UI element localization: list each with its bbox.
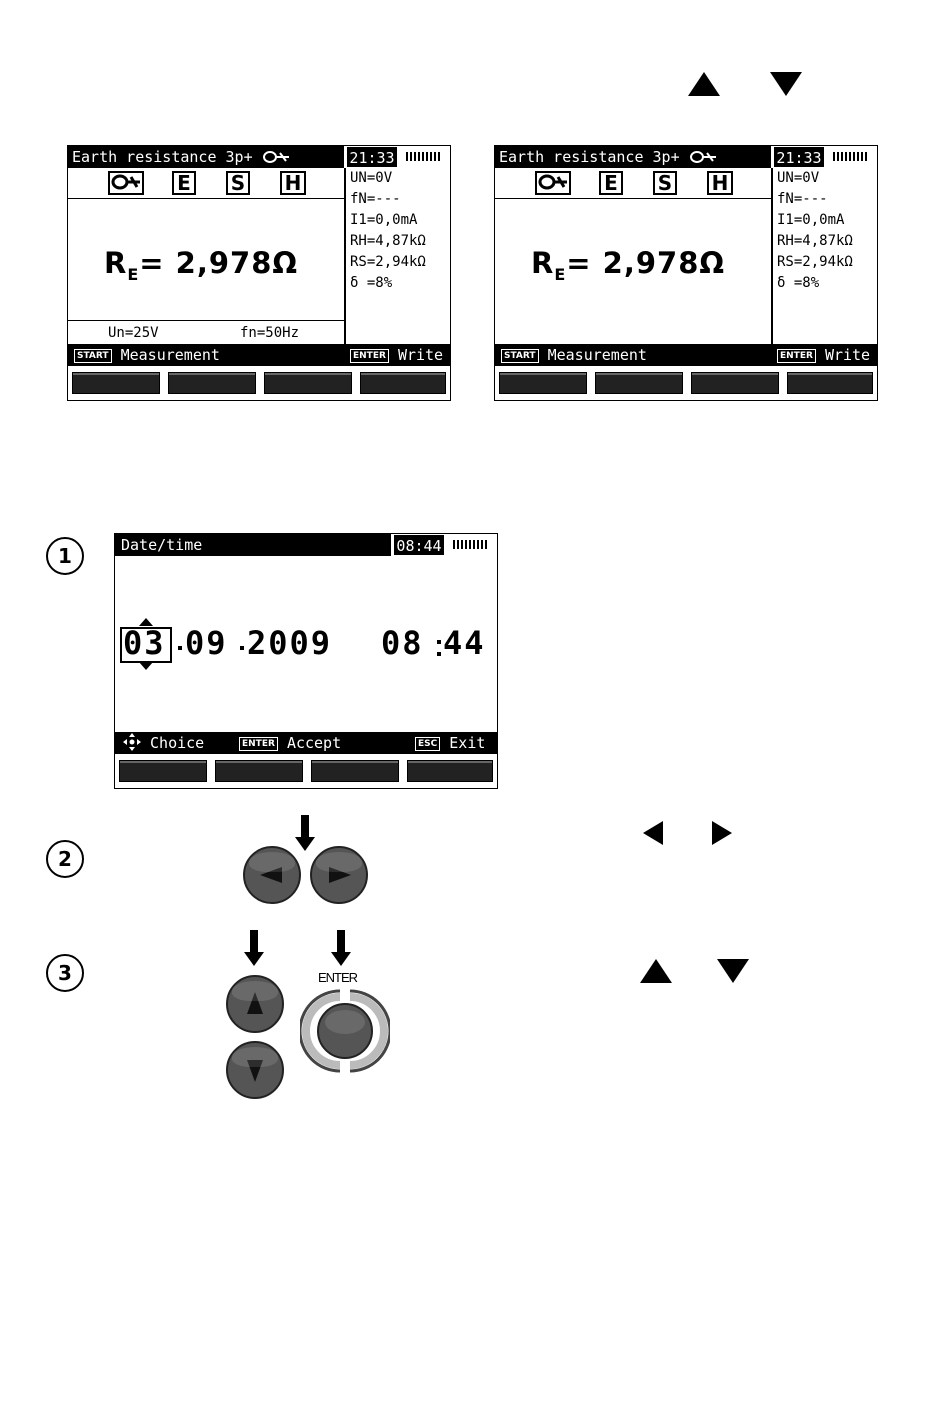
softkey-row	[495, 366, 877, 400]
reading-fn: fN=---	[350, 191, 401, 207]
month-field[interactable]: 09	[185, 624, 228, 662]
enter-key-label: ENTER	[318, 970, 358, 985]
earth-resistance-result: $R_E= 2,978\Omega$	[531, 246, 726, 284]
time-separator-bottom	[437, 652, 441, 656]
right-arrow-button[interactable]	[310, 846, 368, 904]
step-1-badge: 1	[46, 537, 84, 575]
down-arrow-icon	[770, 72, 802, 96]
screen-title: Date/time	[115, 534, 391, 556]
enter-key-icon: ENTER	[350, 349, 389, 363]
clamp-icon	[262, 150, 290, 164]
date-separator	[240, 646, 244, 650]
measurement-label: Measurement	[120, 346, 220, 364]
reading-delta: δ =8%	[350, 275, 393, 291]
up-arrow-button[interactable]	[226, 975, 284, 1033]
softkey-4[interactable]	[407, 760, 493, 782]
softkey-1[interactable]	[499, 372, 587, 394]
earth-resistance-screen-2	[494, 145, 878, 401]
result-area	[68, 198, 344, 320]
nominal-frequency: fn=50Hz	[240, 325, 300, 341]
down-arrow-icon	[228, 1043, 282, 1097]
softkey-4[interactable]	[787, 372, 873, 394]
step-3-badge: 3	[46, 954, 84, 992]
reading-i1: I1=0,0mA	[350, 212, 418, 228]
year-field[interactable]: 2009	[247, 624, 333, 662]
measurement-label: Measurement	[547, 346, 647, 364]
mode-icon-row	[68, 168, 344, 199]
mode-icon-row	[495, 168, 771, 199]
accept-label: Accept	[286, 734, 342, 752]
mode-e: E	[599, 171, 623, 195]
reading-rh: RH=4,87kΩ	[350, 233, 426, 249]
softkey-3[interactable]	[311, 760, 399, 782]
softkey-2[interactable]	[595, 372, 683, 394]
press-indicator-arrow	[337, 930, 345, 954]
write-label: Write	[397, 346, 444, 364]
up-arrow-icon	[688, 72, 720, 96]
mode-s: S	[653, 171, 677, 195]
reading-un: UN=0V	[350, 170, 393, 186]
hour-field[interactable]: 08	[381, 624, 424, 662]
datetime-screen	[114, 533, 498, 789]
side-readings	[771, 168, 877, 344]
screen-title: Earth resistance 3p+	[495, 146, 771, 168]
step-2-badge: 2	[46, 840, 84, 878]
battery-icon	[402, 150, 444, 163]
enter-key-icon: ENTER	[239, 737, 278, 751]
clock: 21:33	[773, 146, 825, 168]
adjust-down-icon	[139, 662, 153, 670]
down-arrow-hint-icon	[717, 959, 749, 983]
softkey-2[interactable]	[215, 760, 303, 782]
day-field[interactable]: 03	[123, 624, 166, 662]
mode-h: H	[280, 171, 306, 195]
softkey-1[interactable]	[119, 760, 207, 782]
result-area	[495, 198, 771, 344]
mode-e: E	[172, 171, 196, 195]
side-readings	[344, 168, 450, 344]
left-arrow-button[interactable]	[243, 846, 301, 904]
reading-fn: fN=---	[777, 191, 828, 207]
battery-icon	[449, 538, 491, 551]
reading-rs: RS=2,94kΩ	[350, 254, 426, 270]
time-separator-top	[437, 640, 441, 644]
left-arrow-icon	[245, 848, 299, 902]
softkey-row	[115, 754, 497, 788]
press-indicator-arrow	[250, 930, 258, 954]
reading-un: UN=0V	[777, 170, 820, 186]
start-key-icon: START	[74, 349, 112, 363]
choice-label: Choice	[150, 734, 205, 752]
up-arrow-icon	[228, 977, 282, 1031]
minute-field[interactable]: 44	[443, 624, 486, 662]
earth-resistance-screen-1	[67, 145, 451, 401]
earth-resistance-result: $R_E= 2,978\Omega$	[104, 246, 299, 284]
nominal-voltage: Un=25V	[108, 325, 159, 341]
softkey-3[interactable]	[691, 372, 779, 394]
clock: 21:33	[346, 146, 398, 168]
clamp-mode-icon	[108, 171, 144, 195]
date-separator	[178, 646, 182, 650]
right-arrow-icon	[312, 848, 366, 902]
esc-key-icon: ESC	[415, 737, 440, 751]
softkey-row	[68, 366, 450, 400]
softkey-3[interactable]	[264, 372, 352, 394]
softkey-4[interactable]	[360, 372, 446, 394]
left-arrow-hint-icon	[643, 821, 663, 845]
screen-title: Earth resistance 3p+	[68, 146, 344, 168]
reading-delta: δ =8%	[777, 275, 820, 291]
start-key-icon: START	[501, 349, 539, 363]
reading-i1: I1=0,0mA	[777, 212, 845, 228]
softkey-1[interactable]	[72, 372, 160, 394]
enter-key-icon: ENTER	[777, 349, 816, 363]
reading-rs: RS=2,94kΩ	[777, 254, 853, 270]
nominal-values	[68, 320, 344, 345]
action-bar	[68, 344, 450, 366]
reading-rh: RH=4,87kΩ	[777, 233, 853, 249]
right-arrow-hint-icon	[712, 821, 732, 845]
clamp-icon	[689, 150, 717, 164]
enter-button[interactable]	[300, 986, 390, 1076]
mode-s: S	[226, 171, 250, 195]
navigation-cross-icon	[123, 733, 141, 751]
exit-label: Exit	[449, 734, 486, 752]
down-arrow-button[interactable]	[226, 1041, 284, 1099]
clock: 08:44	[393, 534, 445, 556]
write-label: Write	[824, 346, 871, 364]
softkey-2[interactable]	[168, 372, 256, 394]
action-bar	[495, 344, 877, 366]
clamp-mode-icon	[535, 171, 571, 195]
battery-icon	[829, 150, 871, 163]
press-indicator-arrow	[301, 815, 309, 839]
mode-h: H	[707, 171, 733, 195]
up-arrow-hint-icon	[640, 959, 672, 983]
action-bar	[115, 732, 497, 754]
